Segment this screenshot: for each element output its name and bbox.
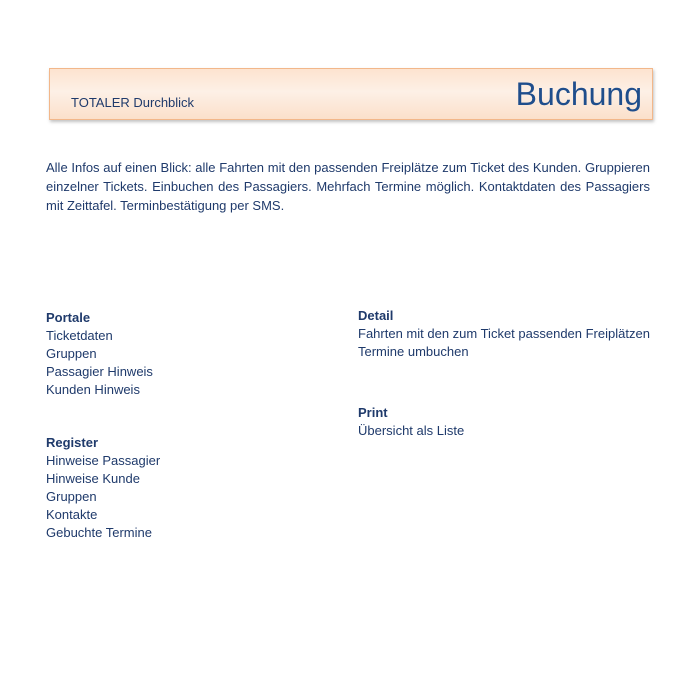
list-item: Fahrten mit den zum Ticket passenden Freiplätzen (358, 326, 650, 341)
section-print (358, 404, 464, 440)
section-heading: Print (358, 405, 388, 420)
section-list (358, 422, 464, 440)
page-title: Buchung (515, 76, 642, 112)
list-item: Kunden Hinweis (46, 382, 140, 397)
section-list (46, 327, 153, 399)
section-register (46, 434, 160, 542)
list-item: Gruppen (46, 489, 97, 504)
section-heading: Detail (358, 308, 394, 323)
list-item: Hinweise Kunde (46, 471, 140, 486)
list-item: Übersicht als Liste (358, 423, 465, 438)
intro-paragraph: Alle Infos auf einen Blick: alle Fahrten mit den passenden Freiplätze zum Ticket des Kunden. Gruppieren einzelner Tickets. Einbuchen des Passagiers. Mehrfach Termine möglich. Kontaktdaten des Passagiers mit Zeittafel. Terminbestätigung per SMS. (46, 160, 650, 213)
list-item: Kontakte (46, 507, 98, 522)
section-list (46, 452, 160, 542)
header-subtitle: TOTALER Durchblick (71, 95, 195, 110)
section-heading: Register (46, 435, 99, 450)
list-item: Ticketdaten (46, 328, 113, 343)
header-banner (49, 68, 653, 120)
list-item: Hinweise Passagier (46, 453, 161, 468)
section-list (358, 325, 650, 361)
list-item: Gruppen (46, 346, 97, 361)
section-portale (46, 309, 153, 399)
list-item: Gebuchte Termine (46, 525, 152, 540)
section-detail (358, 307, 650, 361)
section-heading: Portale (46, 310, 91, 325)
list-item: Passagier Hinweis (46, 364, 153, 379)
list-item: Termine umbuchen (358, 344, 469, 359)
